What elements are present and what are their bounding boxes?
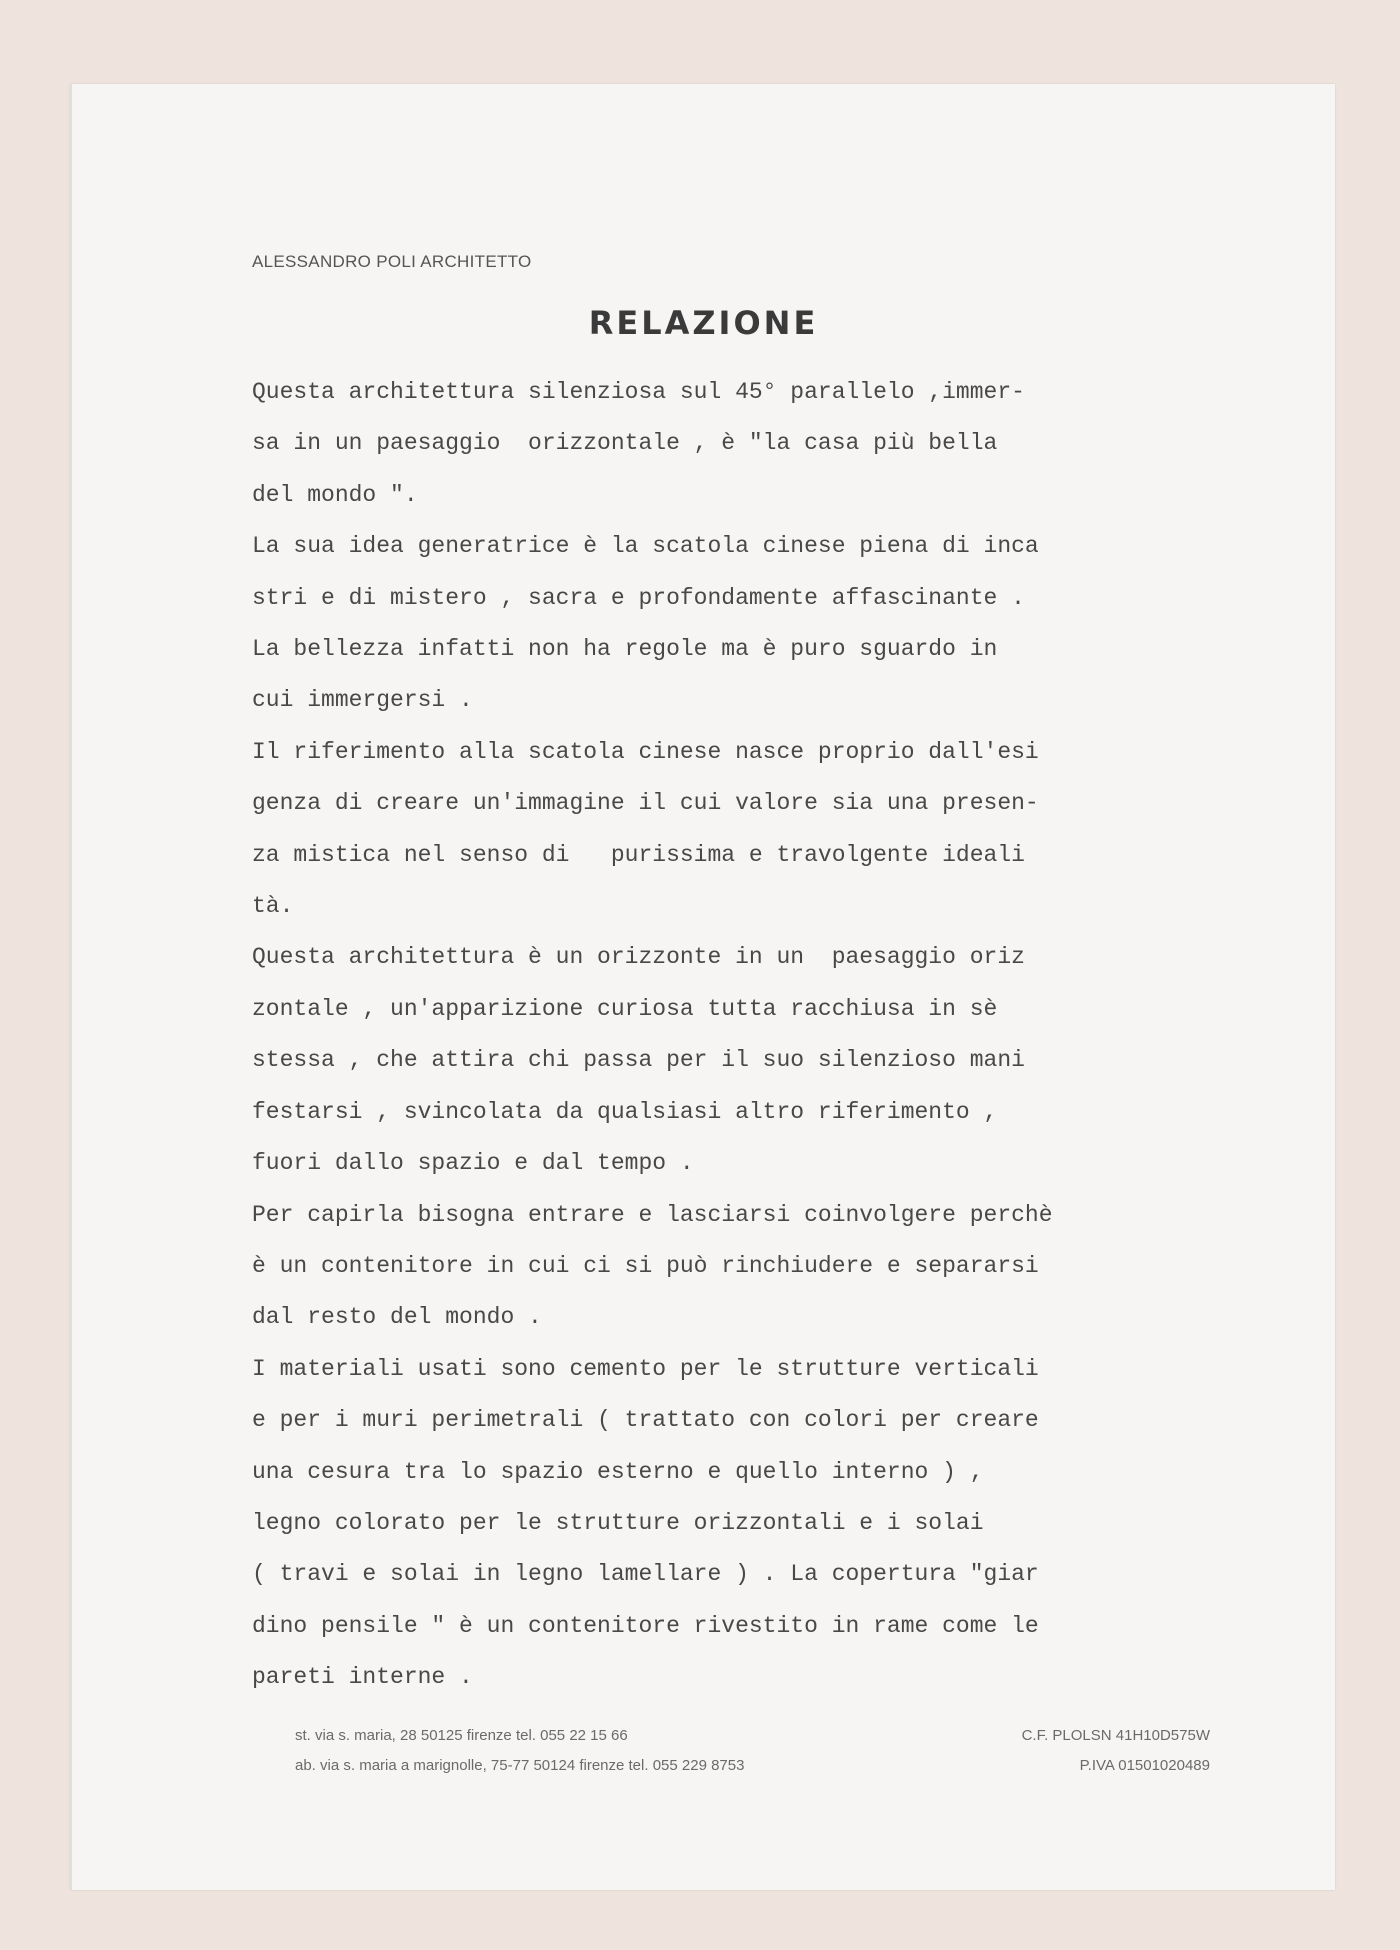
letterhead-name: ALESSANDRO POLI ARCHITETTO — [252, 252, 532, 271]
body-line: Per capirla bisogna entrare e lasciarsi coinvolgere perchè — [252, 1201, 1053, 1228]
studio-address: st. via s. maria, 28 50125 firenze tel. 055 22 15 66 — [295, 1727, 628, 1744]
document-title: RELAZIONE — [588, 304, 819, 342]
body-line: è un contenitore in cui ci si può rinchiudere e separarsi — [252, 1252, 1039, 1279]
body-line: fuori dallo spazio e dal tempo . — [252, 1150, 694, 1177]
body-line: del mondo ". — [252, 481, 418, 508]
body-line: I materiali usati sono cemento per le strutture verticali — [252, 1355, 1039, 1382]
body-line: za mistica nel senso di purissima e travolgente ideali — [252, 841, 1025, 868]
body-line: tà. — [252, 893, 294, 920]
body-line: Questa architettura silenziosa sul 45° parallelo ,immer- — [252, 379, 1025, 405]
footer-addresses — [295, 1721, 744, 1781]
footer-tax-ids — [1022, 1721, 1210, 1781]
report-body — [252, 367, 1202, 1704]
body-line: sa in un paesaggio orizzontale , è "la casa più bella — [252, 430, 998, 457]
body-line: e per i muri perimetrali ( trattato con colori per creare — [252, 1407, 1039, 1434]
vat-number: P.IVA 01501020489 — [1079, 1757, 1210, 1774]
body-line: genza di creare un'immagine il cui valore sia una presen- — [252, 790, 1039, 817]
body-line: dal resto del mondo . — [252, 1304, 542, 1331]
body-line: ( travi e solai in legno lamellare ) . La copertura "giar — [252, 1561, 1039, 1588]
body-line: cui immergersi . — [252, 687, 473, 714]
body-line: zontale , un'apparizione curiosa tutta racchiusa in sè — [252, 995, 998, 1022]
fiscal-code: C.F. PLOLSN 41H10D575W — [1021, 1727, 1210, 1744]
body-line: una cesura tra lo spazio esterno e quello interno ) , — [252, 1458, 984, 1485]
body-line: La bellezza infatti non ha regole ma è puro sguardo in — [252, 636, 998, 663]
body-line: stri e di mistero , sacra e profondamente affascinante . — [252, 584, 1025, 611]
body-line: dino pensile " è un contenitore rivestito in rame come le — [252, 1612, 1039, 1639]
home-address: ab. via s. maria a marignolle, 75-77 50124 firenze tel. 055 229 8753 — [295, 1757, 745, 1774]
document-sheet — [70, 84, 1335, 1890]
body-line: stessa , che attira chi passa per il suo silenzioso mani — [252, 1047, 1025, 1074]
body-line: Questa architettura è un orizzonte in un paesaggio oriz — [252, 944, 1025, 971]
body-line: legno colorato per le strutture orizzontali e i solai — [252, 1509, 984, 1536]
body-line: Il riferimento alla scatola cinese nasce proprio dall'esi — [252, 738, 1039, 765]
body-line: pareti interne . — [252, 1664, 473, 1691]
body-line: La sua idea generatrice è la scatola cinese piena di inca — [252, 533, 1039, 560]
body-line: festarsi , svincolata da qualsiasi altro riferimento , — [252, 1098, 998, 1125]
